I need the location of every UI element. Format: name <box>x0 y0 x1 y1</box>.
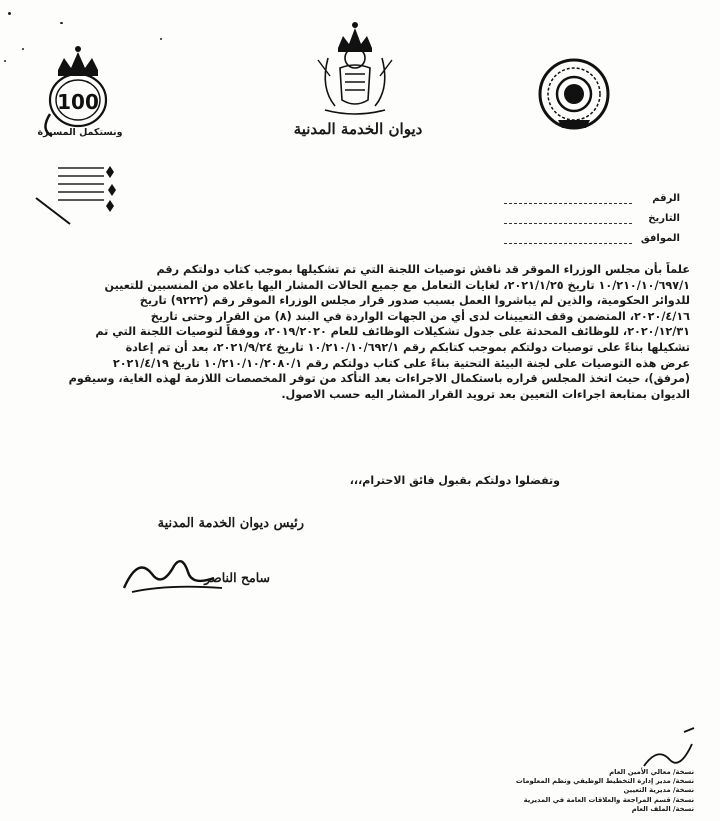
body-line: تشكيلها بناءً على توصيات دولتكم بموجب كتابكم رقم ١٠/٢١٠/١٠/٦٩٢/١ تاريخ ٢٠٢١/٩/٢٤، بعد أن تم إعادة <box>125 340 690 354</box>
body-line: عرض هذه التوصيات على لجنة البيئة التحتية بناءً على كتاب دولتكم رقم ١٠/٢١٠/١٠/٢٠٨٠/١ تاريخ ٢٠٢١/٤/١٩ <box>112 356 690 370</box>
department-title: ديوان الخدمة المدنية <box>293 120 423 138</box>
reference-corresponding-line <box>504 232 632 244</box>
scan-speck <box>22 48 24 50</box>
body-line: للدوائر الحكومية، والذين لم يباشروا العمل بسبب صدور قرار مجلس الوزراء الموقر رقم (٩٢٢٢) تاريخ <box>139 294 690 308</box>
closing-salutation: وتفضلوا دولتكم بقبول فائق الاحترام،،، <box>349 474 560 487</box>
reference-number-label: الرقم <box>652 193 680 204</box>
reference-number-row <box>480 184 680 204</box>
reference-date-line <box>504 212 632 224</box>
scan-speck <box>4 60 6 62</box>
body-line: الديوان بمتابعة اجراءات التعيين بعد ترويد القرار المشار اليه حسب الاصول. <box>281 387 690 401</box>
signatory-name: سامح الناصر <box>204 570 270 585</box>
copy-line: نسخة/ معالي الأمين العام <box>609 768 694 776</box>
body-line: ٢٠٢٠/٤/١٦، المتضمن وقف التعيينات لدى أي من الجهات الواردة في البند (٨) من القرار وحتى تاريخ <box>150 309 690 323</box>
body-line: ١٠/٢١٠/١٠/٦٩٧/١ تاريخ ٢٠٢١/١/٢٥، لغايات التعامل مع جميع الحالات المشار اليها باعلاه من المنسبين للتعيين <box>104 278 690 292</box>
reference-date-row <box>480 204 680 224</box>
copy-line: نسخة/ مدير إدارة التخطيط الوظيفي ونظم المعلومات <box>515 777 694 786</box>
scan-speck <box>8 12 11 15</box>
scan-speck <box>160 38 162 40</box>
scan-speck <box>60 22 63 24</box>
civil-service-seal-icon <box>520 52 620 142</box>
centennial-caption: ونستكمل المسيرة <box>37 127 123 138</box>
reference-block <box>480 184 680 244</box>
reference-date-label: التاريخ <box>648 213 680 224</box>
body-line: علماً بأن مجلس الوزراء الموقر قد ناقش توصيات اللجنة التي تم تشكيلها بموجب كتاب دولتكم رقم <box>156 263 690 276</box>
copy-line: نسخة/ مديرية التعيين <box>623 786 694 795</box>
signatory-title: رئيس ديوان الخدمة المدنية <box>157 516 304 531</box>
body-line: (مرفق)، حيث اتخذ المجلس قراره باستكمال الاجراءات بعد التأكد من توفر المخصصات اللازمة لهذه الغاية، وسيقوم <box>68 372 690 386</box>
reference-number-line <box>504 192 632 204</box>
svg-text:100: 100 <box>57 90 99 114</box>
copy-line: نسخة/ قسم المراجعة والعلاقات العامة في المديرية <box>523 795 694 804</box>
reference-corresponding-row <box>480 224 680 244</box>
copies-list <box>470 768 694 814</box>
reference-corresponding-label: الموافق <box>640 233 680 244</box>
body-line: ٢٠٢٠/١٢/٣١، للوظائف المحدثة على جدول تشكيلات الوظائف للعام ٢٠١٩/٢٠٢٠، ووفقاً لتوصيات اللجنة التي تم <box>95 325 690 339</box>
jordan-crown-emblem-icon <box>300 18 410 118</box>
letter-body <box>22 262 690 402</box>
copy-line: نسخة/ الملف العام <box>631 804 694 813</box>
secondary-badges-icon <box>30 162 130 232</box>
